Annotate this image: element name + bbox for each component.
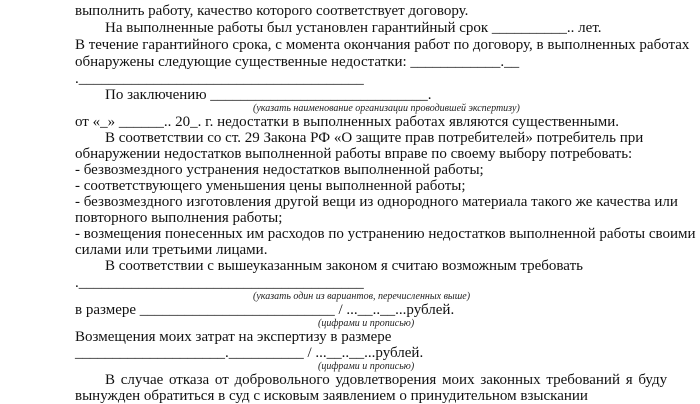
list-item: - безвозмездного устранения недостатков выполненной работы; bbox=[75, 162, 484, 178]
text-line: от «_» ______.. 20_. г. недостатки в выполненных работах являются существенными. bbox=[75, 114, 619, 130]
list-item: - безвозмездного изготовления другой вещи из однородного материала такого же качества или bbox=[75, 194, 678, 210]
text-line: .______________________________________ bbox=[75, 71, 364, 87]
text-line: ____________________.__________ / ...__..__...рублей. bbox=[75, 345, 424, 361]
text-line: выполнить работу, качество которого соответствует договору. bbox=[75, 3, 469, 19]
text-line: В соответствии со ст. 29 Закона РФ «О защите прав потребителей» потребитель при bbox=[105, 130, 644, 146]
field-caption: (указать один из вариантов, перечисленных выше) bbox=[253, 291, 471, 302]
text-line: В течение гарантийного срока, с момента окончания работ по договору, в выполненных работах bbox=[75, 37, 690, 53]
text-line: вынужден обратиться в суд с исковым заявлением о принудительном взыскании bbox=[75, 388, 588, 404]
text-line: По заключению _____________________________. bbox=[105, 87, 432, 103]
text-line: силами или третьими лицами. bbox=[75, 242, 268, 258]
text-line: обнаружены следующие существенные недостатки: ____________.__ bbox=[75, 54, 520, 70]
text-line: .______________________________________ bbox=[75, 275, 364, 291]
field-caption: (цифрами и прописью) bbox=[318, 318, 415, 329]
text-line: обнаружении недостатков выполненной работы вправе по своему выбору потребовать: bbox=[75, 146, 633, 162]
field-caption: (указать наименование организации проводившей экспертизу) bbox=[253, 103, 520, 114]
text-line: Возмещения моих затрат на экспертизу в размере bbox=[75, 329, 392, 345]
text-line: повторного выполнения работы; bbox=[75, 210, 283, 226]
text-line: В случае отказа от добровольного удовлетворения моих законных требований я буду bbox=[105, 372, 668, 388]
field-caption: (цифрами и прописью) bbox=[318, 361, 415, 372]
text-line: В соответствии с вышеуказанным законом я считаю возможным требовать bbox=[105, 258, 583, 274]
text-line: в размере __________________________ / ...__..__...рублей. bbox=[75, 302, 455, 318]
list-item: - возмещения понесенных им расходов по устранению недостатков выполненной работы своими bbox=[75, 226, 696, 242]
text-line: На выполненные работы был установлен гарантийный срок __________.. лет. bbox=[105, 20, 602, 36]
list-item: - соответствующего уменьшения цены выполненной работы; bbox=[75, 178, 466, 194]
